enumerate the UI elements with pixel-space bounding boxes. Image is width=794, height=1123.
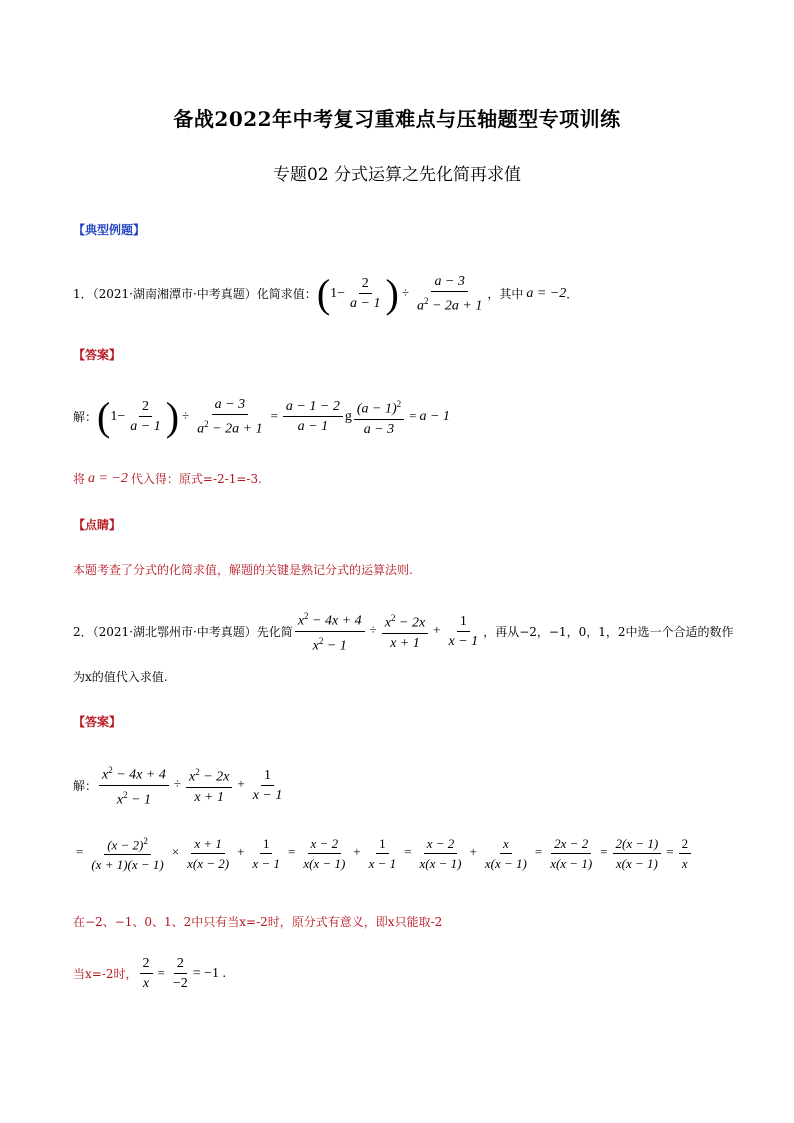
tip-1-text: 本题考查了分式的化简求值，解题的关键是熟记分式的运算法则.: [73, 563, 413, 577]
section-typical-examples: 【典型例题】: [73, 223, 146, 237]
answer-1-expression: (1− $\frac{2}{a - 1}$ ) ÷ $\frac{a - 3}{a^2 - 2a + 1}$ = $\frac{a - 1 - 2}{a - 1}$ g $\frac{(a - 1)^2}{a - 3}$ = a − 1: [97, 393, 450, 439]
question-2-expression: $\frac{x^2 - 4x + 4}{x^2 - 1}$ ÷ $\frac{x^2 - 2x}{x + 1}$ + $\frac{1}{x - 1}$: [293, 608, 483, 654]
document-title: 备战2022年中考复习重难点与压轴题型专项训练: [173, 107, 621, 131]
question-2-suffix: ，再从−2，−1，0，1，2中选一个合适的数作: [483, 624, 734, 639]
answer-1-substitute-value: a = −2: [88, 470, 128, 486]
answer-2-solution-line2: [73, 833, 693, 873]
answer-1-substitute-text: 将: [73, 472, 86, 486]
answer-2-note: 在−2、−1、0、1、2中只有当x=-2时，原分式有意义，即x只能取-2: [73, 915, 443, 929]
section-tip-1: 【点睛】: [73, 518, 122, 532]
question-1: [73, 270, 579, 316]
answer-2-label: 解：: [73, 778, 98, 793]
answer-1-solution: [73, 393, 450, 439]
answer-1-substitution: [73, 470, 262, 487]
section-answer-1: 【答案】: [73, 348, 122, 362]
document-subtitle: 专题02 分式运算之先化简再求值: [272, 165, 522, 185]
question-1-suffix: ，其中: [487, 287, 524, 302]
answer-2-solution-line1: [73, 762, 287, 808]
question-2-prefix: 2．（2021·湖北鄂州市·中考真题）先化简: [73, 624, 293, 639]
answer-2-expression-1: $\frac{x^2 - 4x + 4}{x^2 - 1}$ ÷ $\frac{x^2 - 2x}{x + 1}$ + $\frac{1}{x - 1}$: [97, 762, 287, 808]
answer-2-final: [73, 955, 226, 992]
answer-1-label: 解：: [73, 410, 98, 425]
question-1-expression: (1− $\frac{2}{a - 1}$ ) ÷ $\frac{a - 3}{a^2 - 2a + 1}$: [316, 270, 483, 316]
section-answer-2: 【答案】: [73, 715, 122, 729]
question-2: [73, 608, 733, 654]
question-2-line2: 为x的值代入求值.: [73, 670, 168, 684]
question-1-period: ．: [566, 287, 579, 302]
question-1-prefix: 1．（2021·湖南湘潭市·中考真题）化简求值：: [73, 287, 317, 302]
answer-2-final-prefix: 当x=-2时，: [73, 967, 138, 981]
question-1-value: a = −2: [526, 285, 567, 301]
answer-2-final-expression: $\frac{2}{x}$ = $\frac{2}{-2}$: [138, 955, 193, 992]
answer-2-final-result: = −1 .: [192, 965, 227, 981]
answer-2-expression-2: = $\frac{(x - 2)^2}{(x + 1)(x - 1)}$ × $\frac{x + 1}{x(x - 2)}$ + $\frac{1}{x - 1}$ = $\frac{x - 2}{x(x - 1)}$ + $\frac{1}{x - 1}$ = $\frac{x - 2}{x(x - 1)}$ + $\frac{x}{x(x - 1)}$ = $\frac{2x - 2}{x(x - 1)}$ = $\frac{2(x - 1)}{x(x - 1)}$ = $\frac{2}{x}$: [73, 833, 693, 873]
answer-1-substitute-result: 代入得：原式=-2-1=-3.: [130, 472, 262, 486]
